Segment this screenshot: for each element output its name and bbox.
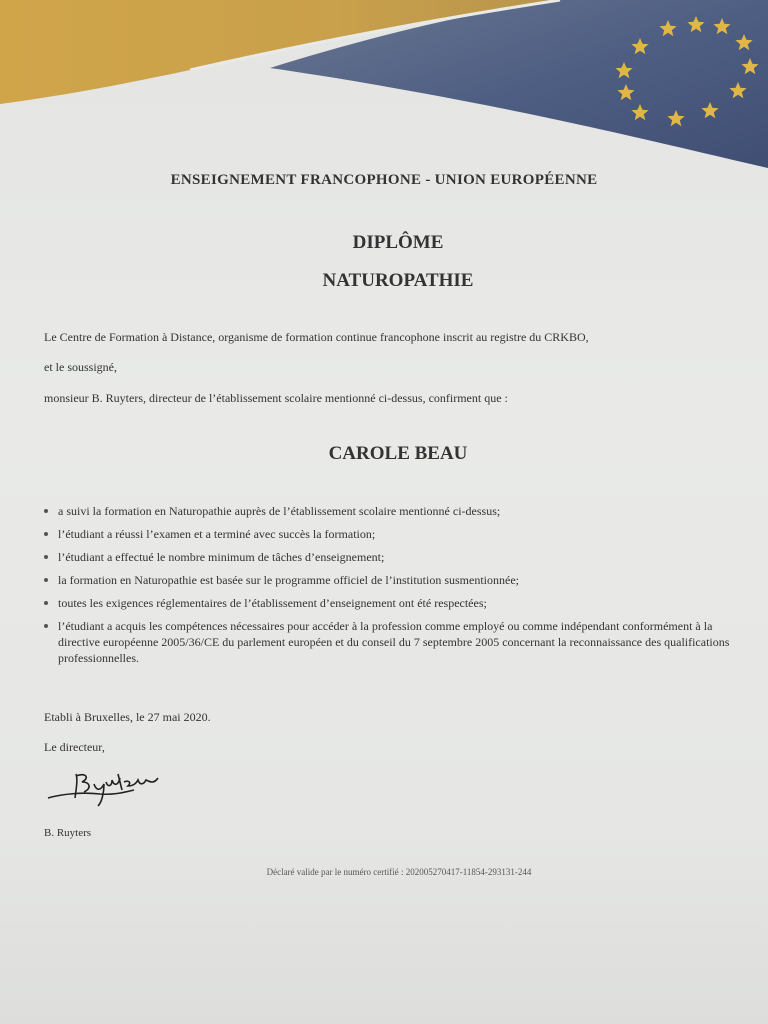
place-date: Etabli à Bruxelles, le 27 mai 2020. <box>44 710 211 724</box>
list-item: l’étudiant a acquis les compétences nécessaires pour accéder à la profession comme employé ou comme indépendant conformément à la directive européenne 2005/36/CE du parlement européen et du conseil du 7 septembre 2005 concernant la reconnaissance des qualifications professionnelles. <box>44 618 744 666</box>
institution-header: ENSEIGNEMENT FRANCOPHONE - UNION EUROPÉENNE <box>170 172 598 188</box>
intro-line-2: et le soussigné, <box>44 360 117 374</box>
eu-flag-banner-icon <box>0 0 768 200</box>
list-item: l’étudiant a réussi l’examen et a terminé avec succès la formation; <box>44 526 744 542</box>
list-item: toutes les exigences réglementaires de l’établissement d’enseignement ont été respectées; <box>44 595 744 611</box>
director-label: Le directeur, <box>44 740 105 754</box>
diploma-subject: NATUROPATHIE <box>322 270 474 291</box>
criteria-list <box>44 503 744 673</box>
recipient-name: CAROLE BEAU <box>328 443 468 464</box>
diploma-title: DIPLÔME <box>352 232 444 253</box>
list-item: a suivi la formation en Naturopathie auprès de l’établissement scolaire mentionné ci-dessus; <box>44 503 744 519</box>
signature-icon <box>42 764 166 812</box>
list-item: la formation en Naturopathie est basée sur le programme officiel de l’institution susmentionnée; <box>44 572 744 588</box>
signer-name: B. Ruyters <box>44 827 92 839</box>
certificate-number: Déclaré valide par le numéro certifié : 202005270417-11854-293131-244 <box>266 867 532 877</box>
intro-line-3: monsieur B. Ruyters, directeur de l’établissement scolaire mentionné ci-dessus, confirment que : <box>44 391 508 405</box>
intro-line-1: Le Centre de Formation à Distance, organisme de formation continue francophone inscrit au registre du CRKBO, <box>44 330 589 344</box>
list-item: l’étudiant a effectué le nombre minimum de tâches d’enseignement; <box>44 549 744 565</box>
